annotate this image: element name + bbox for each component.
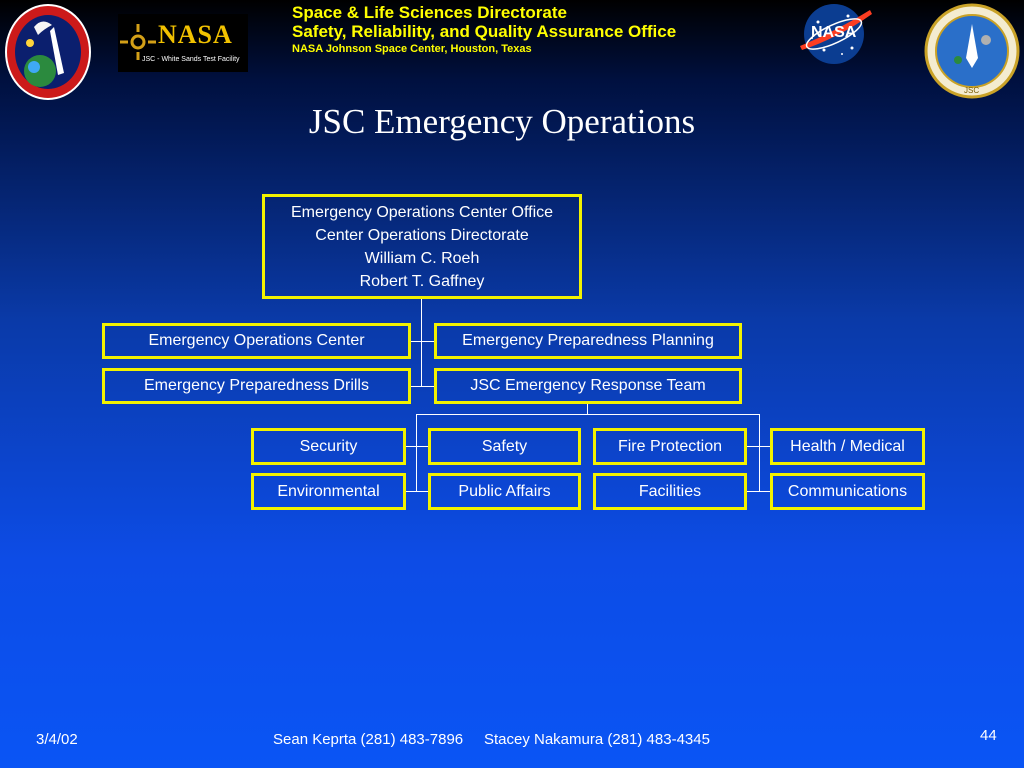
footer-contacts: Sean Keprta (281) 483-7896 Stacey Nakamura (281) 483-4345 xyxy=(273,731,710,748)
connector-security xyxy=(405,446,429,447)
security-box: Security xyxy=(251,428,406,465)
wstf-logo-subtext: JSC - White Sands Test Facility xyxy=(142,56,240,63)
eoc-office-box xyxy=(262,194,582,299)
health-medical-box: Health / Medical xyxy=(770,428,925,465)
connector-right-trunk xyxy=(759,414,760,492)
footer-date: 3/4/02 xyxy=(36,731,78,748)
eoc-office-name: Emergency Operations Center Office xyxy=(290,203,554,221)
connector-environmental xyxy=(405,491,429,492)
connector-trunk xyxy=(421,298,422,386)
page-title: JSC Emergency Operations xyxy=(308,102,696,141)
jsc-seal-logo: JSC xyxy=(924,2,1020,100)
emergency-response-team-box: JSC Emergency Response Team xyxy=(434,368,742,404)
header-location: NASA Johnson Space Center, Houston, Texas xyxy=(292,43,532,55)
safety-box: Safety xyxy=(428,428,581,465)
connector-fire xyxy=(746,446,770,447)
manager-name-2: Robert T. Gaffney xyxy=(359,272,485,290)
page-number: 44 xyxy=(980,727,997,744)
wstf-nasa-logo xyxy=(118,14,248,72)
facilities-box: Facilities xyxy=(593,473,747,510)
environmental-box: Environmental xyxy=(251,473,406,510)
communications-box: Communications xyxy=(770,473,925,510)
header-directorate: Space & Life Sciences Directorate xyxy=(292,3,567,22)
nasa-meatball-logo: NASA xyxy=(798,2,872,66)
wstf-logo-text: NASA xyxy=(158,20,233,49)
connector-team-bar xyxy=(416,414,760,415)
connector-row1 xyxy=(410,341,435,342)
connector-row2 xyxy=(410,386,435,387)
fire-protection-box: Fire Protection xyxy=(593,428,747,465)
connector-facilities xyxy=(746,491,770,492)
eoc-box: Emergency Operations Center xyxy=(102,323,411,359)
srqa-patch-logo xyxy=(4,3,92,101)
preparedness-drills-box: Emergency Preparedness Drills xyxy=(102,368,411,404)
connector-left-trunk xyxy=(416,414,417,492)
directorate-name: Center Operations Directorate xyxy=(315,226,529,244)
public-affairs-box: Public Affairs xyxy=(428,473,581,510)
manager-name-1: William C. Roeh xyxy=(364,249,480,267)
header-office: Safety, Reliability, and Quality Assurance Office xyxy=(292,22,677,41)
preparedness-planning-box: Emergency Preparedness Planning xyxy=(434,323,742,359)
